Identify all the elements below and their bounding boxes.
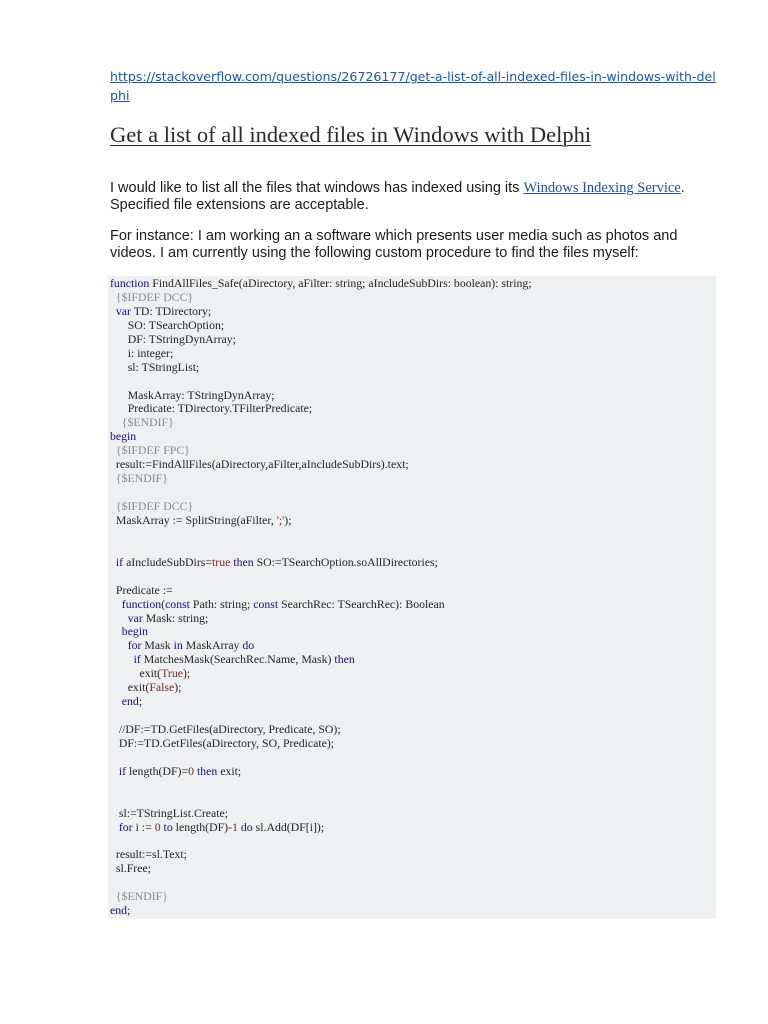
code-line: [110, 876, 532, 890]
code-token: do: [242, 638, 255, 653]
code-token: i: integer;: [110, 345, 174, 360]
code-line: [110, 416, 532, 430]
code-block: [108, 276, 716, 919]
code-token: {$IFDEF FPC}: [115, 443, 190, 458]
code-line: [110, 528, 532, 542]
code-line: [110, 570, 532, 584]
code-token: i :=: [132, 819, 155, 834]
code-token: sl.Free;: [110, 861, 151, 876]
code-token: 0: [154, 819, 161, 834]
code-token: length(DF)-: [172, 819, 233, 834]
code-line: [110, 835, 532, 849]
code-token: MaskArray := SplitString(aFilter,: [110, 512, 277, 527]
code-token: ;: [138, 694, 143, 709]
code-token: var: [127, 610, 143, 625]
code-line: [110, 639, 532, 653]
code-token: if: [118, 763, 127, 778]
code-token: {$IFDEF DCC}: [115, 499, 194, 513]
code-token: sl:=TStringList.Create;: [110, 805, 229, 820]
code-token: DF: TStringDynArray;: [110, 331, 236, 346]
code-token: exit(: [110, 666, 162, 681]
code-line: [110, 458, 532, 472]
code-token: [110, 597, 122, 611]
code-token: MatchesMask(SearchRec.Name, Mask): [140, 652, 335, 667]
code-token: SearchRec: TSearchRec): Boolean: [278, 596, 445, 611]
code-line: [110, 779, 532, 793]
code-line: [110, 625, 532, 639]
code-line: [110, 277, 532, 291]
code-token: then: [196, 763, 218, 778]
code-token: aIncludeSubDirs=: [123, 554, 213, 569]
code-token: );: [284, 512, 292, 527]
code-line: [110, 904, 532, 918]
code-line: [110, 305, 532, 319]
windows-indexing-service-link[interactable]: Windows Indexing Service: [523, 180, 681, 196]
code-token: in: [173, 638, 183, 653]
paragraph-1-text-start: I would like to list all the files that windows has indexed using its: [110, 180, 524, 196]
code-token: );: [182, 666, 191, 681]
code-line: [110, 765, 532, 779]
code-token: var: [115, 303, 131, 318]
source-url-link[interactable]: https://stackoverflow.com/questions/26726177/get-a-list-of-all-indexed-files-in-windows-with-delphi: [110, 69, 716, 103]
code-token: //DF:=TD.GetFiles(aDirectory, Predicate, SO);: [110, 722, 341, 736]
code-line: [110, 361, 532, 375]
code-token: Predicate :=: [110, 582, 173, 597]
code-token: exit;: [217, 763, 242, 778]
code-line: [110, 389, 532, 403]
code-token: True: [161, 666, 183, 681]
code-line: [110, 681, 532, 695]
code-line: [110, 472, 532, 486]
question-paragraph-2: For instance: I am working an a software which presents user media such as photos and videos. I am currently using the following custom procedure to find the files myself:: [110, 228, 678, 261]
code-token: Predicate: TDirectory.TFilterPredicate;: [110, 401, 313, 416]
code-token: [110, 820, 119, 834]
code-line: [110, 347, 532, 361]
code-line: [110, 667, 532, 681]
code-token: end: [110, 903, 128, 918]
code-token: function: [121, 596, 162, 611]
code-line: [110, 751, 532, 765]
code-token: TD: TDirectory;: [130, 303, 212, 318]
code-line: [110, 500, 532, 514]
code-token: begin: [121, 624, 149, 639]
code-token: [110, 415, 122, 429]
code-token: then: [334, 652, 355, 667]
code-token: (: [161, 596, 166, 611]
code-line: [110, 723, 532, 737]
code-line: [110, 695, 532, 709]
code-line: [110, 584, 532, 598]
code-line: [110, 890, 532, 904]
question-title: Get a list of all indexed files in Windows with Delphi: [110, 122, 592, 147]
code-line: [110, 486, 532, 500]
code-token: ;: [127, 903, 131, 918]
code-token: {$ENDIF}: [115, 889, 168, 904]
code-token: sl: TStringList;: [110, 359, 200, 374]
code-token: Path: string;: [189, 596, 254, 611]
code-line: [110, 653, 532, 667]
code-line: [110, 598, 532, 612]
code-line: [110, 612, 532, 626]
code-token: if: [115, 554, 124, 569]
code-token: true: [212, 554, 231, 569]
code-line: [110, 556, 532, 570]
code-token: {$ENDIF}: [121, 415, 174, 430]
code-token: end: [121, 694, 139, 709]
code-token: result:=FindAllFiles(aDirectory,aFilter,aIncludeSubDirs).text;: [110, 457, 409, 472]
code-token: [110, 764, 119, 778]
code-token: [110, 638, 128, 652]
code-line: [110, 542, 532, 556]
code-line: [110, 862, 532, 876]
code-line: [110, 793, 532, 807]
code-line: [110, 848, 532, 862]
code-line: [110, 402, 532, 416]
code-token: FindAllFiles_Safe(aDirectory, aFilter: string; aIncludeSubDirs: boolean): string;: [149, 276, 532, 290]
code-token: do: [240, 819, 253, 834]
paragraph-1-text-end: . Specified file extensions are acceptable.: [110, 180, 685, 213]
code-token: to: [163, 819, 173, 834]
code-line: [110, 375, 532, 389]
code-token: exit(: [110, 680, 150, 695]
code-token: result:=sl.Text;: [110, 847, 187, 862]
code-line: [110, 319, 532, 333]
code-token: MaskArray: [182, 638, 243, 653]
code-token: [110, 611, 128, 625]
code-token: [110, 624, 122, 638]
code-line: [110, 709, 532, 723]
code-token: SO: TSearchOption;: [110, 317, 225, 332]
code-line: [110, 821, 532, 835]
code-token: SO:=TSearchOption.soAllDirectories;: [253, 554, 438, 569]
code-line: [110, 514, 532, 528]
code-token: [110, 694, 122, 708]
code-token: ';': [276, 512, 285, 527]
code-token: MaskArray: TStringDynArray;: [110, 387, 275, 402]
question-paragraph-1: [110, 180, 720, 214]
code-line: [110, 807, 532, 821]
code-token: if: [133, 652, 141, 667]
code-line: [110, 737, 532, 751]
code-token: DF:=TD.GetFiles(aDirectory, SO, Predicate);: [110, 735, 335, 750]
code-token: then: [233, 554, 254, 569]
code-line: [110, 333, 532, 347]
code-content: [110, 277, 532, 918]
code-token: 0: [188, 763, 195, 778]
code-token: for: [118, 819, 133, 834]
code-token: const: [253, 596, 279, 611]
code-token: False: [149, 680, 175, 695]
code-token: Mask: [141, 638, 174, 653]
code-token: const: [165, 596, 190, 611]
code-token: begin: [110, 429, 137, 444]
code-line: [110, 291, 532, 305]
code-token: Mask: string;: [142, 610, 209, 625]
code-token: [110, 652, 134, 666]
code-line: [110, 430, 532, 444]
code-token: sl.Add(DF[i]);: [252, 819, 325, 834]
code-token: 1: [232, 819, 238, 834]
code-token: length(DF)=: [126, 763, 189, 778]
code-line: [110, 444, 532, 458]
code-token: for: [127, 638, 142, 653]
code-token: );: [174, 680, 182, 695]
code-token: function: [110, 276, 150, 290]
code-token: {$IFDEF DCC}: [115, 289, 194, 304]
code-token: {$ENDIF}: [115, 471, 168, 486]
